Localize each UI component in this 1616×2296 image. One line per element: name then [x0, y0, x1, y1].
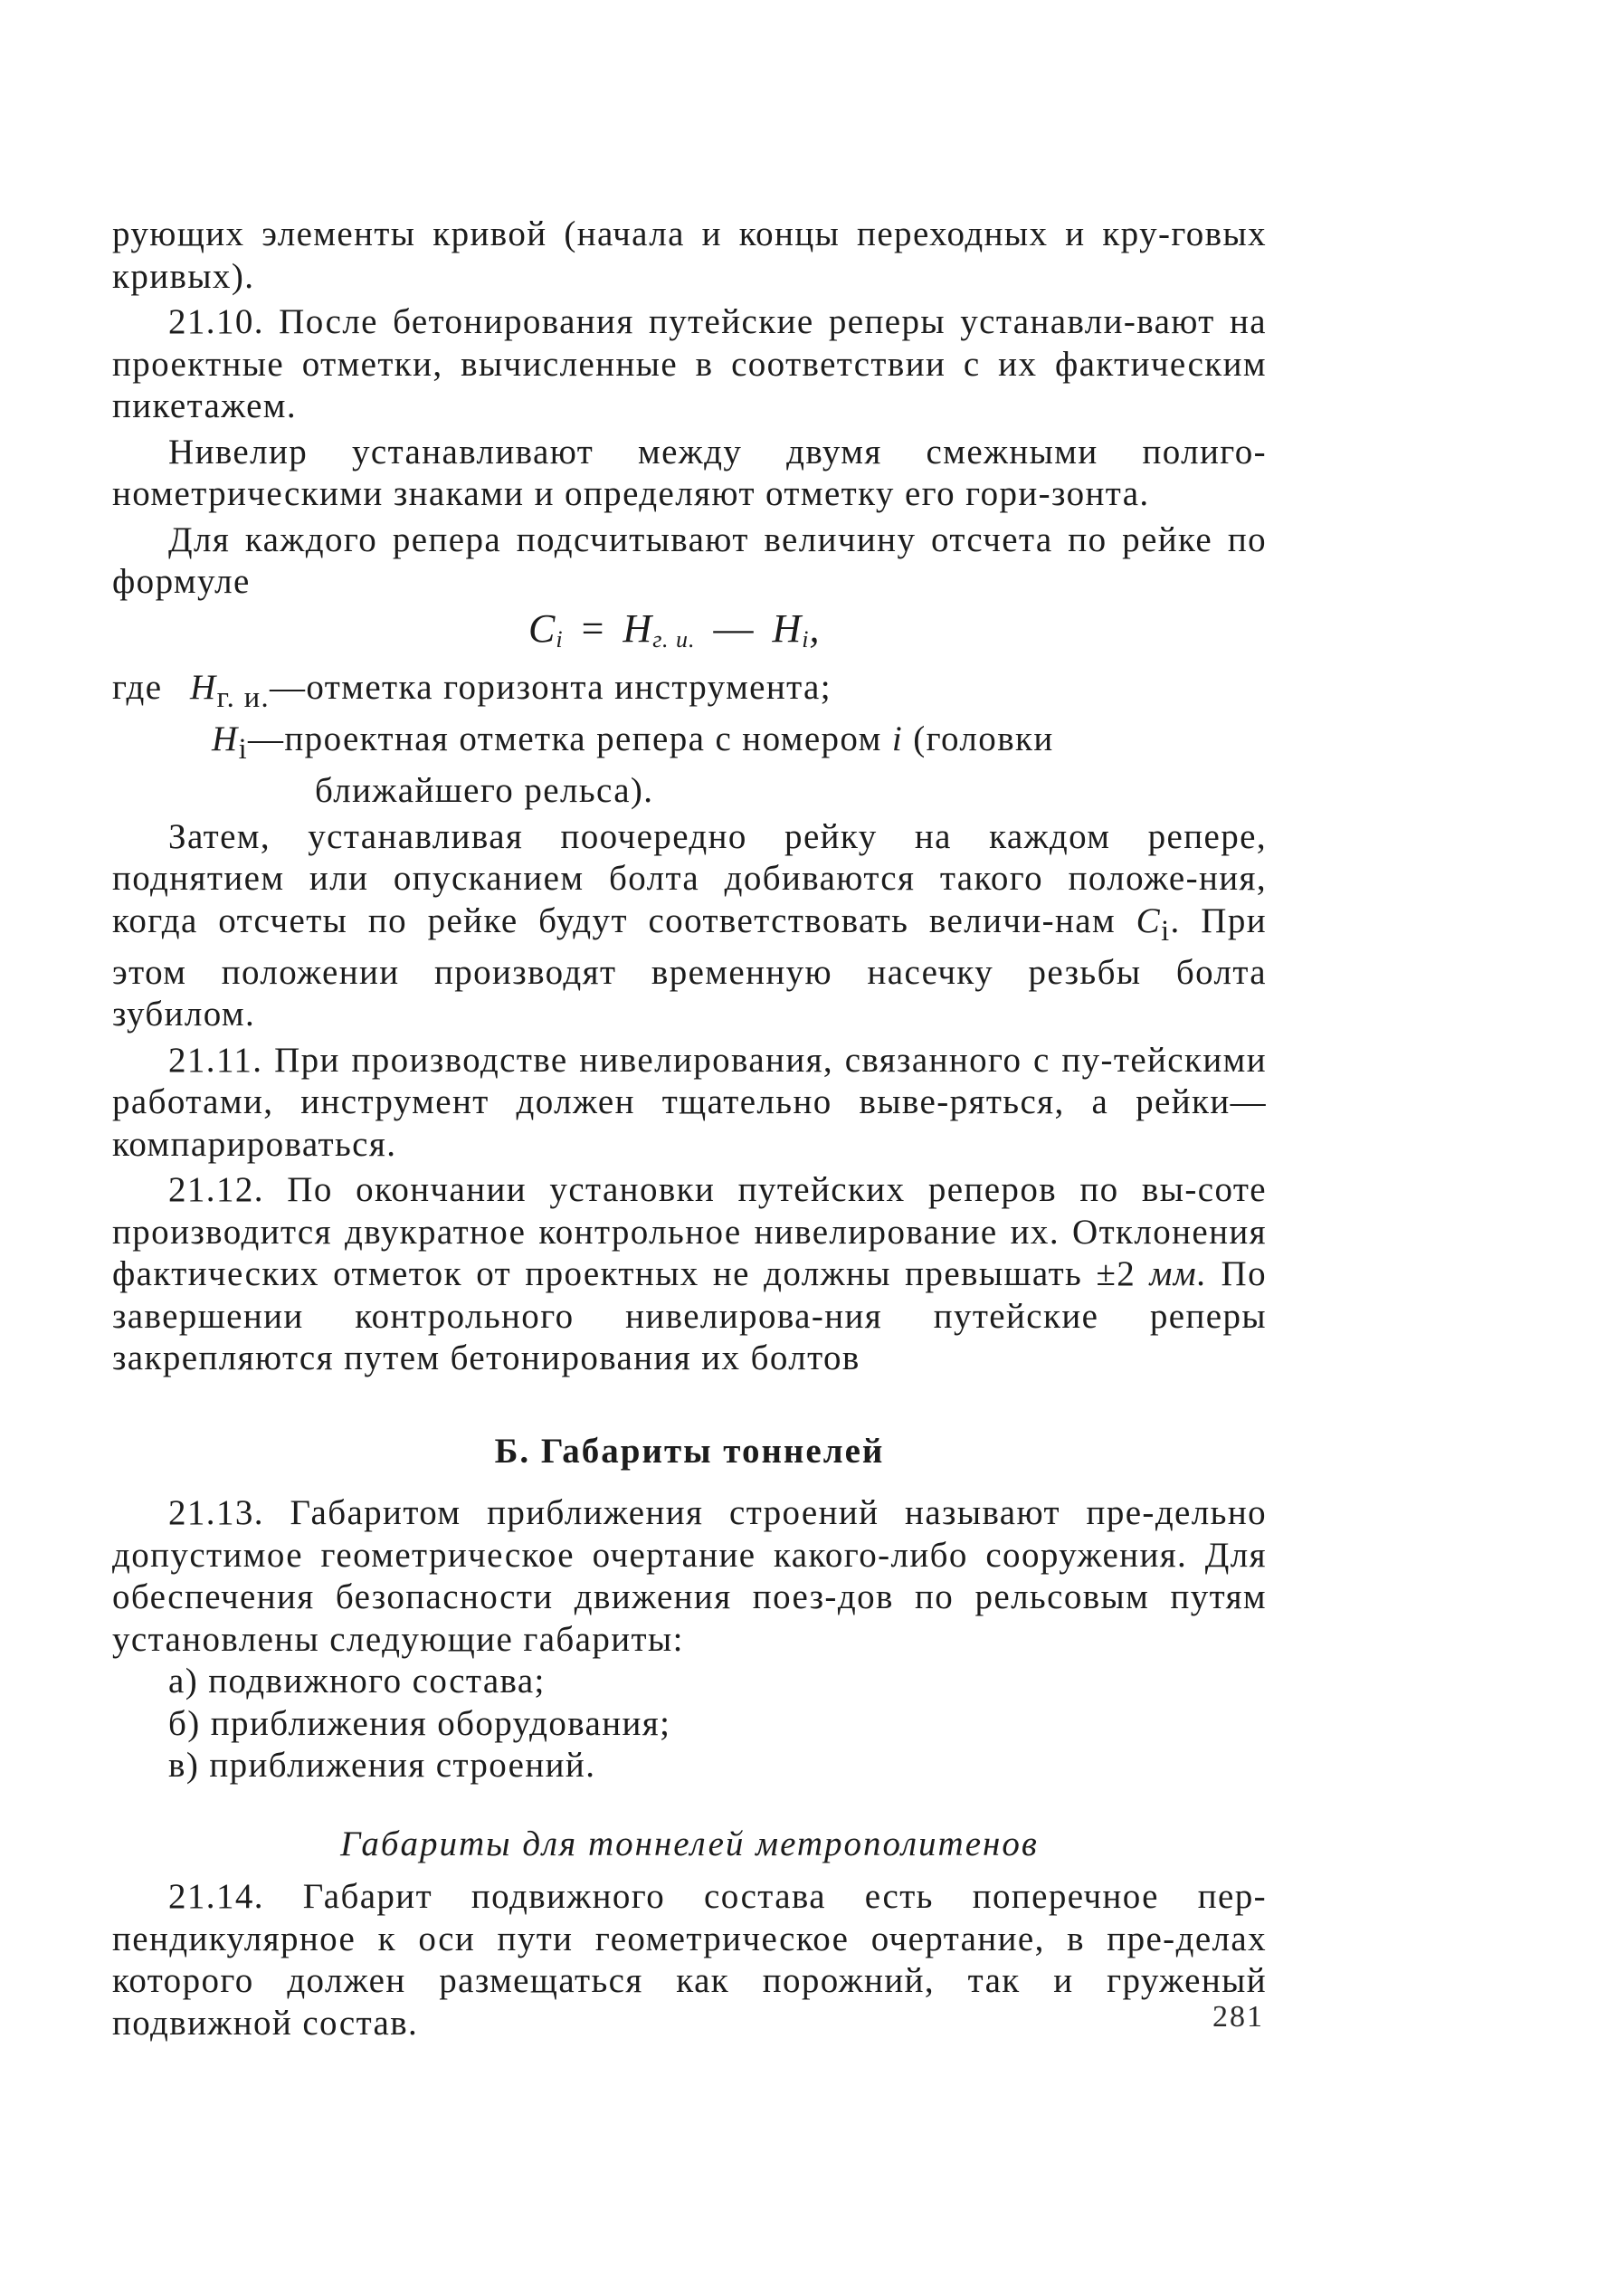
definition-1-symbol: H [190, 667, 217, 707]
definition-2-text: —проектная отметка репера с номером [248, 719, 882, 758]
paragraph-21-12-end: По завершении контрольного нивелирова-ния путейские реперы закрепляются путем бетонирования их болтов [112, 1254, 1267, 1378]
definition-2-text-end: (головки [913, 719, 1054, 758]
formula-lhs: C [528, 605, 556, 651]
paragraph-21-10: 21.10. После бетонирования путейские реперы устанавли-вают на проектные отметки, вычисленные в соответствии с их фактическим пикетажем. [112, 302, 1267, 425]
definition-2-index: i [891, 719, 904, 758]
formula-definition-2 [112, 719, 1267, 770]
formula-definition-1 [112, 667, 1267, 719]
paragraph-bolt-adjustment [112, 816, 1267, 1036]
paragraph-level-setup: Нивелир устанавливают между двумя смежными полиго-нометрическими знаками и определяют отметку его гори-зонта. [112, 432, 1267, 513]
paragraph-21-11: 21.11. При производстве нивелирования, связанного с пу-тейскими работами, инструмент должен тщательно выве-ряться, а рейки—компарироваться. [112, 1040, 1267, 1164]
paragraph-bolt-adjustment-symbol: C [1136, 900, 1162, 940]
paragraph-bolt-adjustment-subscript: i [1161, 914, 1171, 948]
tolerance-value: ±2 [1096, 1254, 1136, 1294]
formula-tail: , [809, 605, 821, 651]
subsection-heading: Габариты для тоннелей метрополитенов [340, 1824, 1039, 1863]
list-item-c: в) приближения строений. [168, 1746, 596, 1786]
formula-reading [112, 605, 1267, 663]
definition-1-text: —отметка горизонта инструмента; [270, 667, 832, 707]
paragraph-bolt-adjustment-end: . При этом положении производят временную насечку резьбы болта зубилом. [112, 900, 1267, 1034]
formula-term1: H [623, 605, 653, 651]
paragraph-21-12-start: 21.12. По окончании установки путейских реперов по вы-соте производится двукратное контрольное нивелирование их. Отклонения фактических отметок от проектных не должны превышать [112, 1170, 1267, 1294]
list-item-a: а) подвижного состава; [168, 1662, 546, 1701]
definition-2-subscript: i [238, 732, 249, 766]
definition-2-symbol: H [212, 719, 239, 758]
page-number: 281 [1212, 2000, 1264, 2034]
formula-lhs-sub: i [556, 625, 564, 653]
where-label: где [112, 667, 163, 707]
paragraph-21-12 [112, 1169, 1267, 1380]
paragraph-reading-formula-intro: Для каждого репера подсчитывают величину отсчета по рейке по формуле [112, 519, 1267, 601]
paragraph-21-13: 21.13. Габаритом приближения строений называют пре-дельно допустимое геометрическое очертание какого-либо сооружения. Для обеспечения безопасности движения поез-дов по рельсовым путям установлены следующие габариты: [112, 1493, 1267, 1659]
definition-1-subscript: г. и. [216, 681, 271, 714]
page-body [112, 214, 1267, 2044]
tolerance-unit: мм. [1149, 1254, 1208, 1294]
list-item-b: б) приближения оборудования; [168, 1703, 671, 1743]
formula-definition-2-continued: ближайшего рельса). [315, 771, 654, 811]
paragraph-bolt-adjustment-start: Затем, устанавливая поочередно рейку на каждом репере, поднятием или опусканием болта добиваются такого положе-ния, когда отсчеты по рейке будут соответствовать величи-нам [112, 816, 1267, 940]
formula-term2-sub: i [802, 625, 810, 653]
paragraph-21-14: 21.14. Габарит подвижного состава есть поперечное пер-пендикулярное к оси пути геометрическое очертание, в пре-делах которого должен размещаться как порожний, так и груженый подвижной состав. [112, 1877, 1267, 2043]
formula-term2: H [772, 605, 803, 651]
paragraph-continuation: рующих элементы кривой (начала и концы переходных и кру-говых кривых). [112, 214, 1267, 296]
section-heading: Б. Габариты тоннелей [494, 1431, 885, 1471]
formula-minus: — [713, 605, 755, 651]
formula-equals: = [581, 605, 605, 651]
formula-term1-sub: г. и. [652, 625, 696, 653]
